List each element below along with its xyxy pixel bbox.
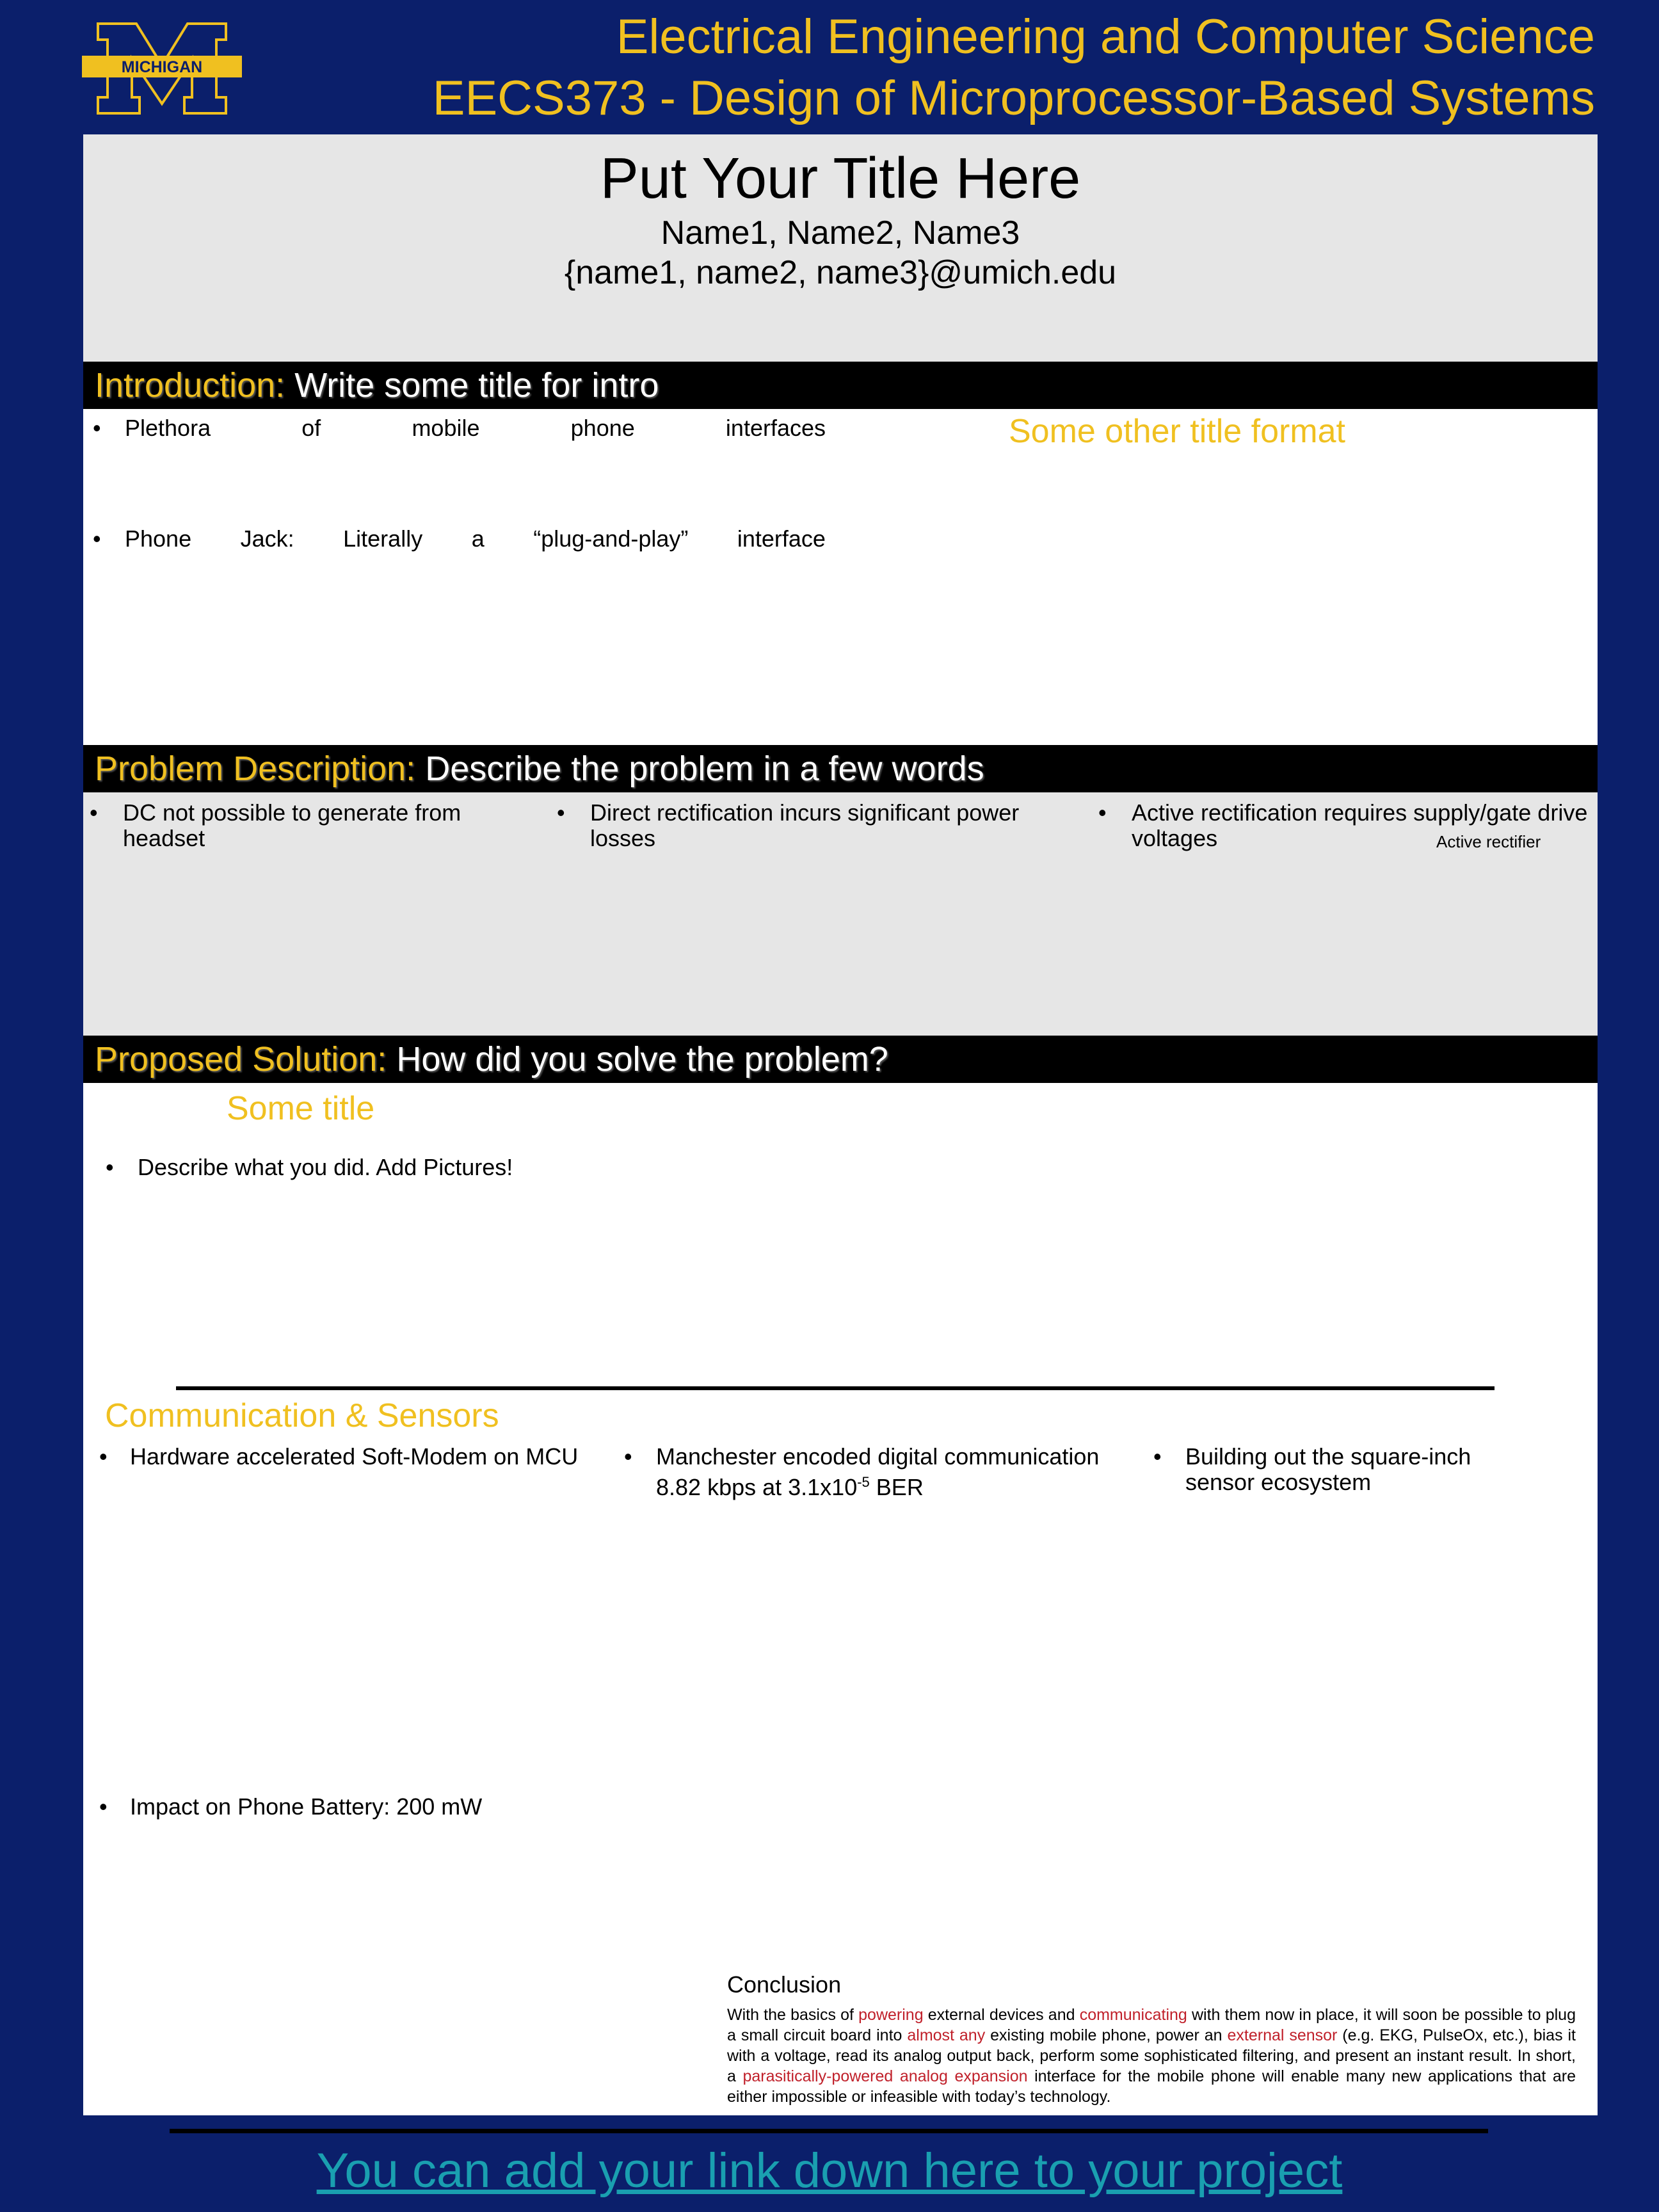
- problem-subtitle: Describe the problem in a few words: [425, 749, 984, 788]
- problem-label: Problem Description:: [95, 749, 416, 788]
- solution-divider: [176, 1386, 1495, 1390]
- conclusion-heading: Conclusion: [727, 1971, 842, 1998]
- introduction-label: Introduction:: [95, 366, 285, 405]
- poster-title: Put Your Title Here: [600, 147, 1081, 211]
- comm-title: Communication & Sensors: [105, 1397, 499, 1434]
- course-title: EECS373 - Design of Microprocessor-Based Systems: [432, 71, 1595, 125]
- author-emails: {name1, name2, name3}@umich.edu: [564, 254, 1117, 291]
- footer-divider: [170, 2129, 1488, 2133]
- svg-text:MICHIGAN: MICHIGAN: [121, 58, 203, 76]
- solution-subtitle: How did you solve the problem?: [396, 1040, 888, 1078]
- conclusion-body: With the basics of powering external devices and communicating with them now in place, it will soon be possible to plug a small circuit board into almost any existing mobile phone, power an external sensor (e.g. EKG, PulseOx, etc.), bias it with a voltage, read its analog output back, perform some sophisticated filtering, and present an instant result. In short, a parasitically-powered analog expansion interface for the mobile phone will enable many new applications that are either impossible or infeasible with today’s technology.: [727, 2006, 1576, 2106]
- introduction-bar: [83, 362, 1598, 409]
- solution-label: Proposed Solution:: [95, 1040, 387, 1078]
- department-title: Electrical Engineering and Computer Science: [616, 10, 1595, 64]
- project-link[interactable]: You can add your link down here to your project: [316, 2144, 1343, 2198]
- problem-bar: [83, 745, 1598, 792]
- author-names: Name1, Name2, Name3: [661, 214, 1020, 252]
- intro-other-title: Some other title format: [1009, 413, 1345, 450]
- solution-some-title: Some title: [227, 1090, 375, 1127]
- active-rectifier-caption: Active rectifier: [1436, 832, 1541, 851]
- introduction-subtitle: Write some title for intro: [294, 366, 659, 405]
- intro-bullet-2: • Phone Jack: Literally a “plug-and-play” interface: [93, 525, 826, 552]
- solution-bar: [83, 1036, 1598, 1083]
- michigan-logo: [82, 20, 242, 116]
- intro-bullet-1: • Plethora of mobile phone interfaces: [93, 415, 826, 441]
